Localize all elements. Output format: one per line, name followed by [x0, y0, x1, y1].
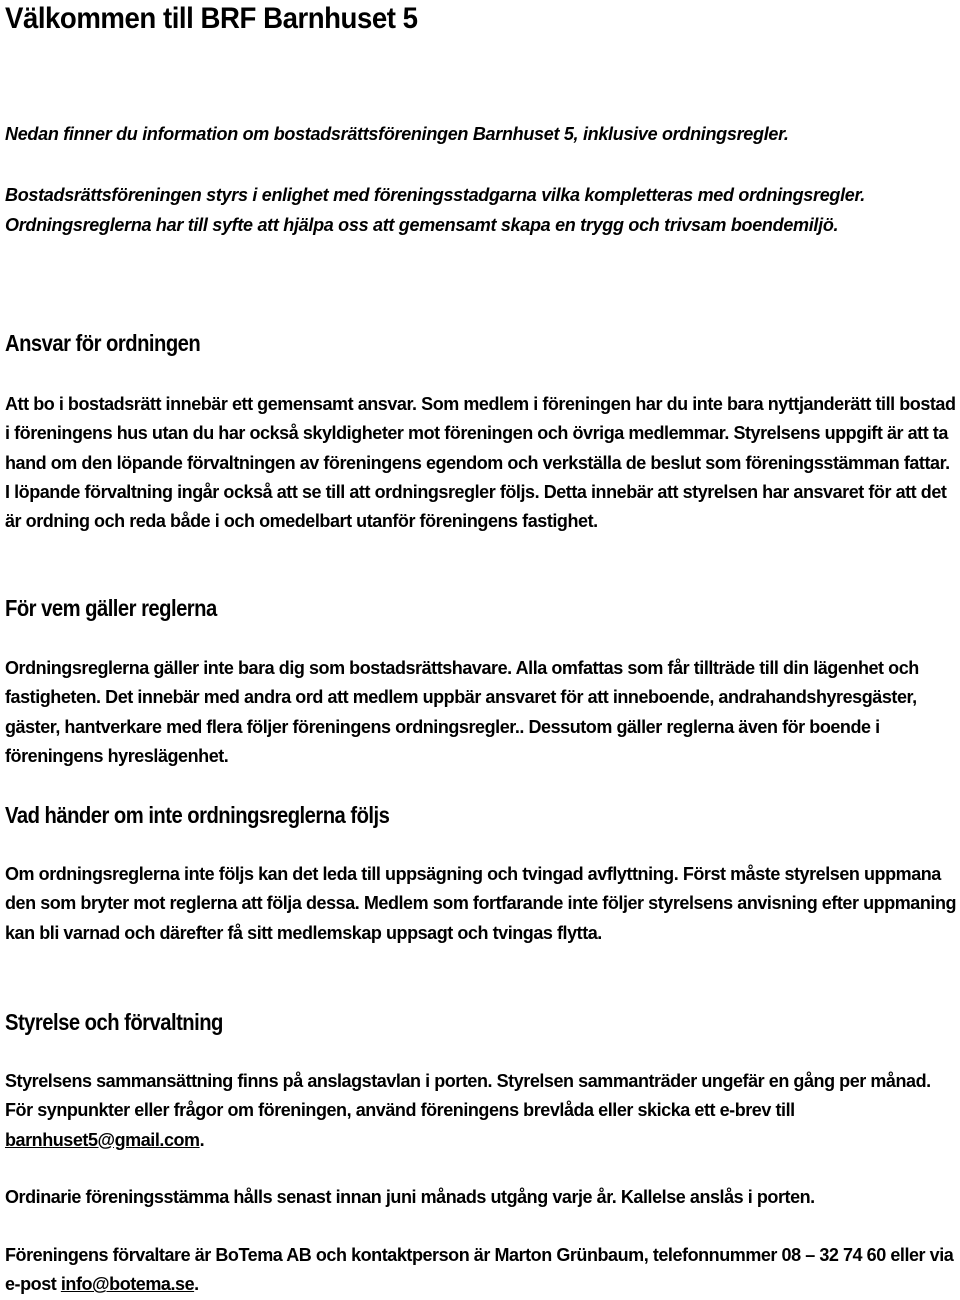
section-text-forvaltare: [5, 1241, 957, 1300]
intro-paragraph: Bostadsrättsföreningen styrs i enlighet med föreningsstadgarna vilka kompletteras med ordningsregler. Ordningsreglerna har till syfte att hjälpa oss att gemensamt skapa en trygg och trivsam boendemiljö.: [5, 185, 865, 235]
email-link-botema[interactable]: info@botema.se: [60, 1274, 195, 1295]
forvaltare-text-end: .: [194, 1274, 199, 1295]
section-text-vad-hander: Om ordningsreglerna inte följs kan det leda till uppsägning och tvingad avflyttning. Först måste styrelsen uppmana den som bryter mot reglerna att följa dessa. Medlem som fortfarande inte följer styrelsens anvisning efter uppmaning kan bli varnad och därefter få sitt medlemskap uppsagt och tvingas flytta.: [5, 864, 957, 943]
section-text-styrelse: [5, 1067, 957, 1155]
styrelse-text: Styrelsens sammansättning finns på anslagstavlan i porten. Styrelsen sammanträder ungefär en gång per månad. För synpunkter eller frågor om föreningen, använd föreningens brevlåda eller skicka ett e-brev till: [5, 1071, 931, 1121]
intro-paragraph: Nedan finner du information om bostadsrättsföreningen Barnhuset 5, inklusive ordningsregler.: [5, 124, 789, 144]
section-text-stamma: Ordinarie föreningsstämma hålls senast innan juni månads utgång varje år. Kallelse anslås i porten.: [5, 1187, 815, 1207]
section-heading-vad-hander: Vad händer om inte ordningsreglerna följs: [5, 802, 390, 828]
section-heading-styrelse: Styrelse och förvaltning: [5, 1009, 223, 1035]
section-text-ansvar: Att bo i bostadsrätt innebär ett gemensamt ansvar. Som medlem i föreningen har du inte bara nyttjanderätt till bostad i föreningens hus utan du har också skyldigheter mot föreningen och övriga medlemmar. Styrelsens uppgift är att ta hand om den löpande förvaltningen av föreningens egendom och verkställa de beslut som föreningsstämman fattar. I löpande förvaltning ingår också att se till att ordningsregler följs. Detta innebär att styrelsen har ansvaret för att det är ordning och reda både i och omedelbart utanför föreningens fastighet.: [5, 394, 956, 532]
styrelse-text-end: .: [199, 1129, 205, 1150]
page-title: Välkommen till BRF Barnhuset 5: [5, 2, 418, 35]
section-heading-ansvar: Ansvar för ordningen: [5, 330, 201, 356]
email-link-barnhuset[interactable]: barnhuset5@gmail.com: [5, 1129, 200, 1150]
section-text-for-vem: Ordningsreglerna gäller inte bara dig som bostadsrättshavare. Alla omfattas som får tillträde till din lägenhet och fastigheten. Det innebär med andra ord att medlem uppbär ansvaret för att inneboende, andrahandshyresgäster, gäster, hantverkare med flera följer föreningens ordningsregler.. Dessutom gäller reglerna även för boende i föreningens hyreslägenhet.: [5, 658, 919, 766]
section-heading-for-vem: För vem gäller reglerna: [5, 595, 217, 621]
forvaltare-text: Föreningens förvaltare är BoTema AB och kontaktperson är Marton Grünbaum, telefonnummer 08 – 32 74 60 eller via e-post: [5, 1245, 954, 1295]
